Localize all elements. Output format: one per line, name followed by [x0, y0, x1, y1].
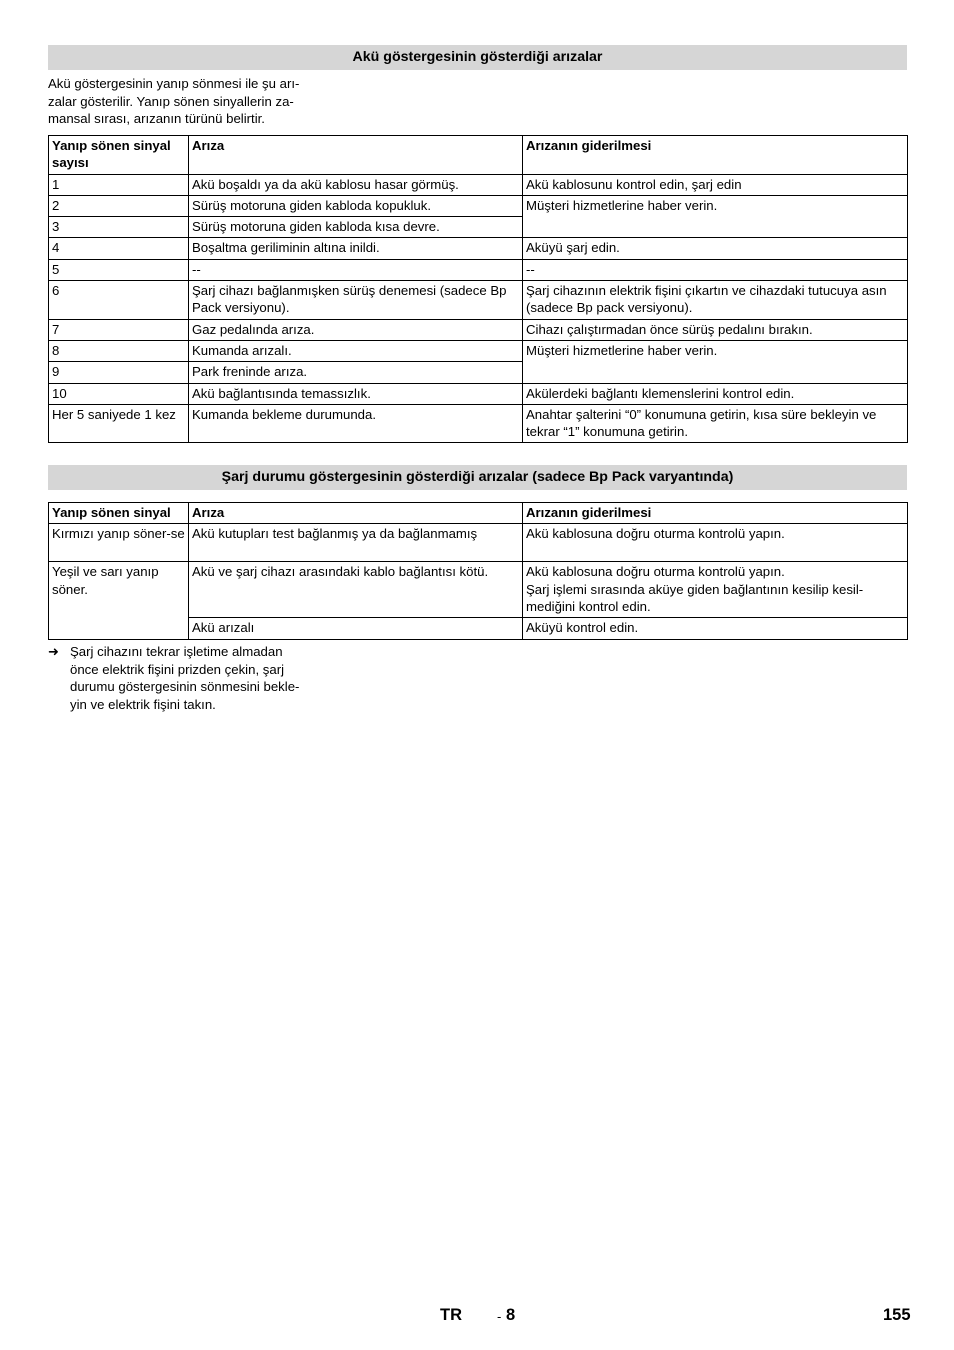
remedy-line: Akü kablosuna doğru oturma kontrolü yapın. — [526, 564, 785, 580]
footer-dash: - — [497, 1309, 502, 1324]
table-row — [49, 340, 908, 361]
cell-signal: 10 — [49, 383, 189, 404]
table-row — [49, 259, 908, 280]
intro-text — [48, 75, 338, 128]
table-row — [49, 238, 908, 259]
note-line: önce elektrik fişini prizden çekin, şarj — [70, 661, 285, 677]
intro-line: zalar gösterilir. Yanıp sönen sinyallerin za- — [48, 93, 294, 109]
header-fault: Arıza — [189, 503, 523, 524]
cell-fault: -- — [189, 259, 523, 280]
remedy-line: Şarj işlemi sırasında aküye giden bağlantının kesilip kesil-mediğini kontrol edin. — [526, 581, 864, 614]
cell-signal: Her 5 saniyede 1 kez — [49, 404, 189, 443]
footer-page-number: 155 — [883, 1306, 911, 1324]
battery-fault-table — [48, 135, 908, 443]
cell-signal: 8 — [49, 340, 189, 361]
cell-fault: Park freninde arıza. — [189, 362, 523, 383]
cell-fault: Gaz pedalında arıza. — [189, 319, 523, 340]
intro-line: Akü göstergesinin yanıp sönmesi ile şu arı- — [48, 76, 300, 91]
cell-remedy: Müşteri hizmetlerine haber verin. — [523, 195, 908, 238]
cell-fault: Sürüş motoruna giden kabloda kopukluk. — [189, 195, 523, 216]
cell-remedy: Cihazı çalıştırmadan önce sürüş pedalını bırakın. — [523, 319, 908, 340]
cell-signal: 3 — [49, 217, 189, 238]
header-remedy: Arızanın giderilmesi — [523, 136, 908, 175]
cell-fault: Boşaltma geriliminin altına inildi. — [189, 238, 523, 259]
cell-remedy: Müşteri hizmetlerine haber verin. — [523, 340, 908, 383]
cell-fault: Kumanda arızalı. — [189, 340, 523, 361]
table-header-row — [49, 503, 908, 524]
cell-fault: Şarj cihazı bağlanmışken sürüş denemesi (sadece Bp Pack versiyonu). — [189, 281, 523, 320]
cell-remedy: -- — [523, 259, 908, 280]
cell-signal: 4 — [49, 238, 189, 259]
note-line: Şarj cihazını tekrar işletime almadan — [70, 644, 283, 659]
table-row — [49, 383, 908, 404]
header-fault: Arıza — [189, 136, 523, 175]
cell-signal: 9 — [49, 362, 189, 383]
cell-signal: Yeşil ve sarı yanıp söner. — [49, 562, 189, 639]
cell-signal: 2 — [49, 195, 189, 216]
table-row — [49, 404, 908, 443]
header-signal: Yanıp sönen sinyal sayısı — [49, 136, 189, 175]
table-row — [49, 174, 908, 195]
table-row — [49, 281, 908, 320]
header-remedy: Arızanın giderilmesi — [523, 503, 908, 524]
cell-fault: Akü bağlantısında temassızlık. — [189, 383, 523, 404]
cell-remedy: Akü kablosuna doğru oturma kontrolü yapın. — [523, 524, 908, 562]
arrow-right-icon: ➜ — [48, 644, 59, 659]
table-row — [49, 524, 908, 562]
table-header-row — [49, 136, 908, 175]
table-row — [49, 562, 908, 618]
cell-signal: Kırmızı yanıp söner-se — [49, 524, 189, 562]
note-instruction — [48, 643, 338, 713]
cell-remedy: Aküyü şarj edin. — [523, 238, 908, 259]
charge-fault-table — [48, 502, 908, 640]
cell-fault: Akü boşaldı ya da akü kablosu hasar görmüş. — [189, 174, 523, 195]
cell-remedy: Akü kablosunu kontrol edin, şarj edin — [523, 174, 908, 195]
table-row — [49, 195, 908, 216]
cell-remedy — [523, 562, 908, 618]
cell-remedy: Akülerdeki bağlantı klemenslerini kontrol edin. — [523, 383, 908, 404]
note-line: durumu göstergesinin sönmesini bekle- — [70, 679, 300, 694]
footer-language: TR — [440, 1306, 462, 1324]
cell-signal: 6 — [49, 281, 189, 320]
cell-remedy: Anahtar şalterini “0” konumuna getirin, kısa süre bekleyin ve tekrar “1” konumuna getirin. — [523, 404, 908, 443]
footer-section-page: 8 — [506, 1306, 516, 1324]
cell-fault: Kumanda bekleme durumunda. — [189, 404, 523, 443]
cell-remedy: Şarj cihazının elektrik fişini çıkartın ve cihazdaki tutucuya asın (sadece Bp pack versiyonu). — [523, 281, 908, 320]
note-line: yin ve elektrik fişini takın. — [70, 696, 216, 712]
cell-fault: Akü ve şarj cihazı arasındaki kablo bağlantısı kötü. — [189, 562, 523, 618]
cell-fault: Akü arızalı — [189, 618, 523, 639]
header-signal: Yanıp sönen sinyal — [49, 503, 189, 524]
cell-signal: 7 — [49, 319, 189, 340]
cell-remedy: Aküyü kontrol edin. — [523, 618, 908, 639]
section-title-battery-faults: Akü göstergesinin gösterdiği arızalar — [48, 45, 907, 70]
cell-fault: Sürüş motoruna giden kabloda kısa devre. — [189, 217, 523, 238]
table-row — [49, 319, 908, 340]
section-title-charge-faults: Şarj durumu göstergesinin gösterdiği arızalar (sadece Bp Pack varyantında) — [48, 465, 907, 490]
cell-signal: 1 — [49, 174, 189, 195]
cell-signal: 5 — [49, 259, 189, 280]
cell-fault: Akü kutupları test bağlanmış ya da bağlanmamış — [189, 524, 523, 562]
intro-line: mansal sırası, arızanın türünü belirtir. — [48, 111, 265, 126]
